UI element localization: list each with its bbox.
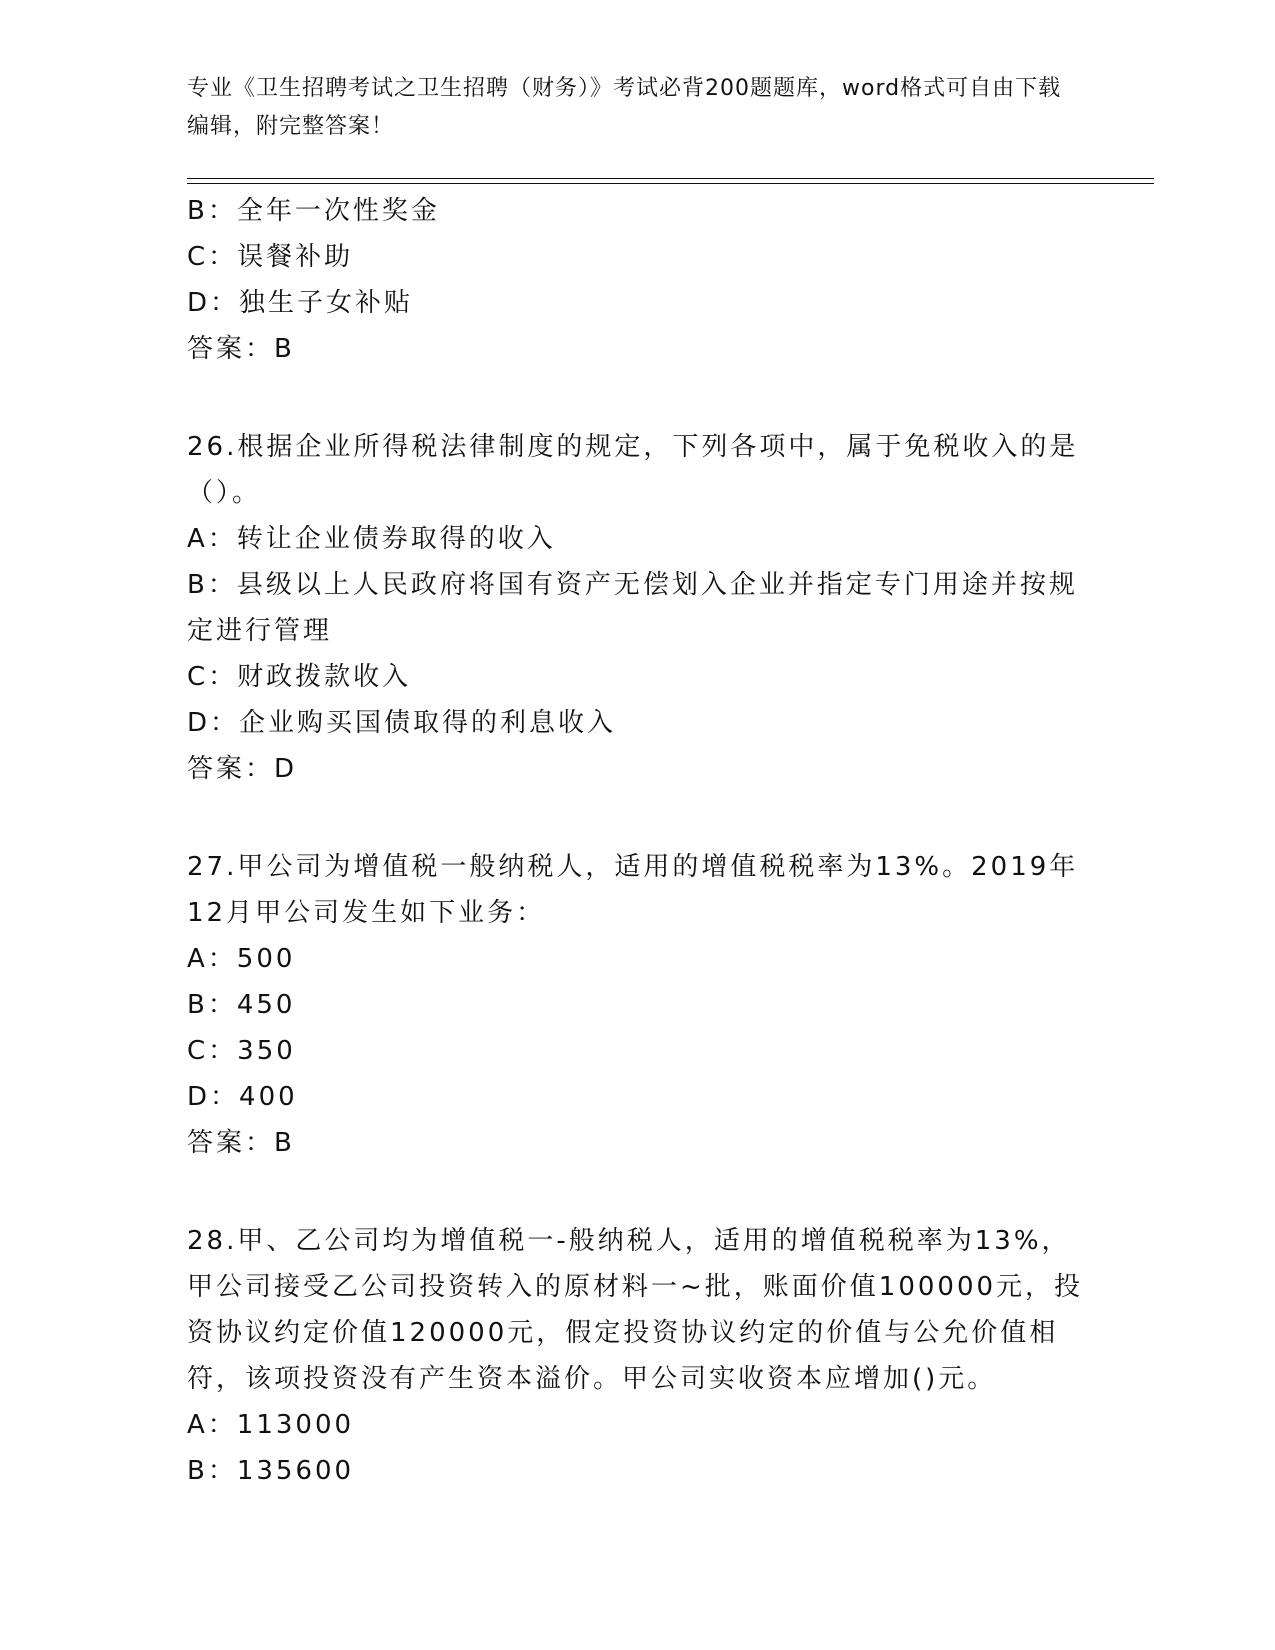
question-block-25-tail xyxy=(187,188,1087,372)
option-d: D：企业购买国债取得的利息收入 xyxy=(187,708,617,738)
question-content xyxy=(187,188,1087,1494)
header-divider-top xyxy=(187,178,1154,179)
option-a: A：500 xyxy=(187,944,296,974)
option-d: D：独生子女补贴 xyxy=(187,288,414,318)
option-b: B：450 xyxy=(187,990,296,1020)
question-block-27 xyxy=(187,844,1087,1166)
option-a: A：转让企业债券取得的收入 xyxy=(187,524,556,554)
option-d: D：400 xyxy=(187,1082,298,1112)
option-c: C：350 xyxy=(187,1036,296,1066)
question-text: 27.甲公司为增值税一般纳税人，适用的增值税税率为13%。2019年12月甲公司发生如下业务： xyxy=(187,852,1079,928)
question-text: 26.根据企业所得税法律制度的规定，下列各项中，属于免税收入的是（）。 xyxy=(187,432,1079,508)
question-block-26 xyxy=(187,424,1087,792)
option-b: B：县级以上人民政府将国有资产无偿划入企业并指定专门用途并按规定进行管理 xyxy=(187,570,1078,646)
option-b: B：全年一次性奖金 xyxy=(187,196,440,226)
document-header xyxy=(187,70,1067,146)
option-c: C：误餐补助 xyxy=(187,242,354,272)
option-b: B：135600 xyxy=(187,1456,355,1486)
option-c: C：财政拨款收入 xyxy=(187,662,412,692)
question-block-28 xyxy=(187,1218,1087,1494)
answer: 答案：D xyxy=(187,754,298,784)
option-a: A：113000 xyxy=(187,1410,355,1440)
question-text: 28.甲、乙公司均为增值税一-般纳税人，适用的增值税税率为13%，甲公司接受乙公司投资转入的原材料一~批，账面价值100000元，投资协议约定价值120000元，假定投资协议约定的价值与公允价值相符，该项投资没有产生资本溢价。甲公司实收资本应增加()元。 xyxy=(187,1226,1084,1394)
header-divider-bottom xyxy=(187,183,1154,184)
answer: 答案：B xyxy=(187,1128,295,1158)
answer: 答案：B xyxy=(187,334,295,364)
document-title: 专业《卫生招聘考试之卫生招聘（财务）》考试必背200题题库，word格式可自由下载编辑，附完整答案！ xyxy=(187,76,1062,139)
